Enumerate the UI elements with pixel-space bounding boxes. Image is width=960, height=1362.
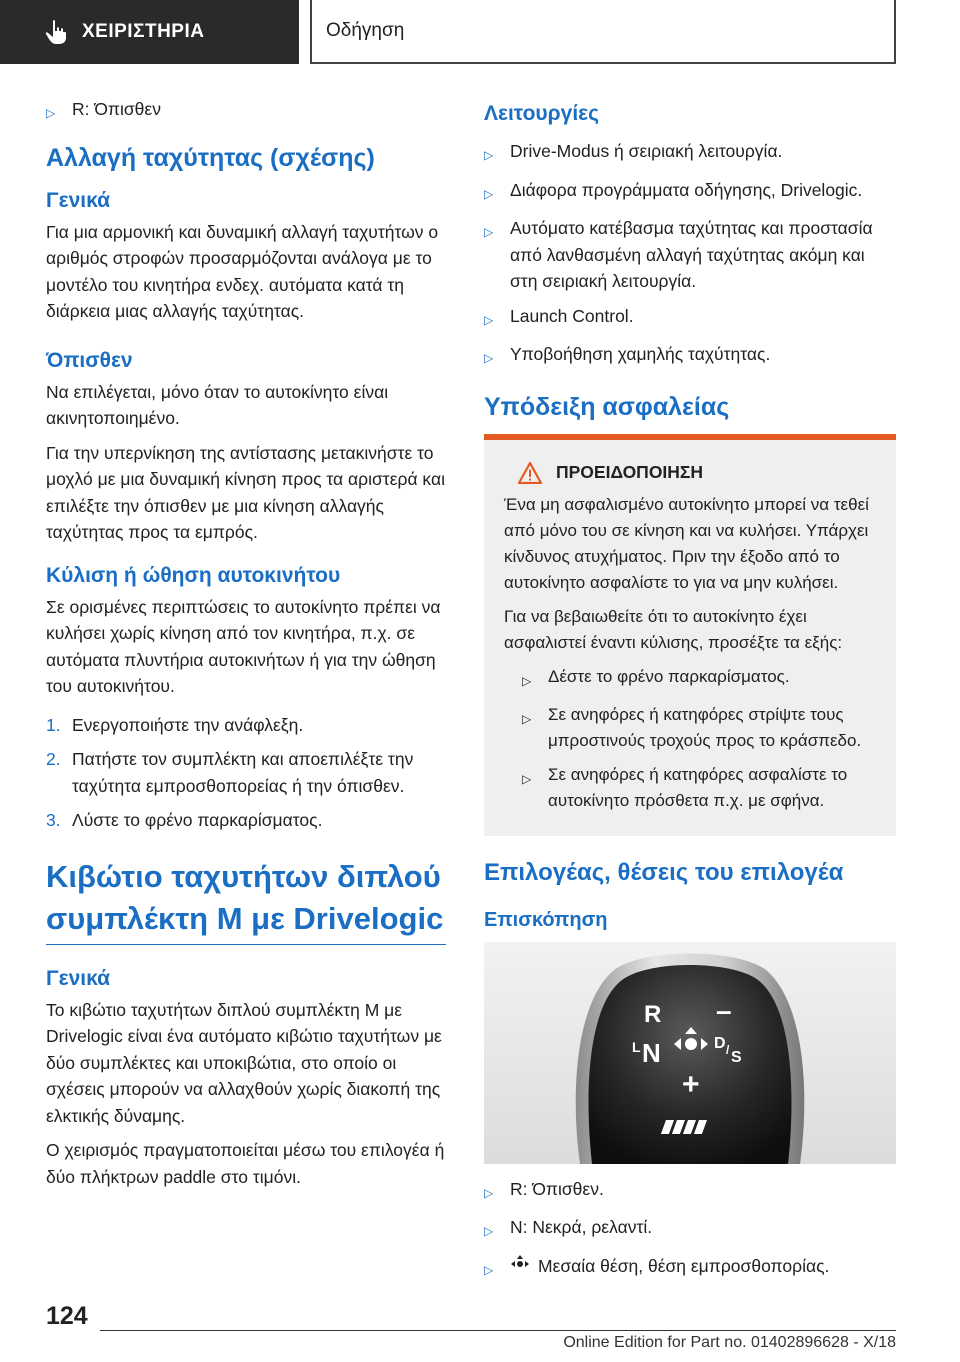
heading-general: Γενικά — [46, 966, 111, 990]
triangle-bullet-icon: ▷ — [484, 351, 494, 365]
list-item: ▷ Υποβοήθηση χαμηλής ταχύτητας. — [484, 341, 896, 372]
list-item: 2. Πατήστε τον συμπλέκτη και αποεπιλέξτε την ταχύτητα εμπροσθοπορείας ή την όπισθεν. — [46, 749, 414, 796]
heading-dct: Κιβώτιο ταχυτήτων διπλού συμπλέκτη M με Drivelogic — [46, 858, 444, 936]
paragraph: Ο χειρισμός πραγματοποιείται μέσω του επιλογέα ή δύο πλήκτρων paddle στο τιμόνι. — [46, 1140, 445, 1187]
gear-label-r: R — [644, 1000, 662, 1028]
triangle-bullet-icon: ▷ — [484, 186, 494, 201]
gear-label-s: S — [731, 1048, 742, 1066]
triangle-bullet-icon: ▷ — [484, 1185, 494, 1200]
paragraph: Για μια αρμονική και δυναμική αλλαγή ταχυτήτων ο αριθμός στροφών προσαρμόζονται ανάλογα με το μοντέλο του κινητήρα ενδεχ. αυτόματα κατά τη διάρκεια μιας αλλαγής ταχύτητας. — [46, 221, 439, 321]
gear-label-d: D — [714, 1034, 726, 1052]
heading-overview: Επισκόπηση — [484, 908, 608, 931]
triangle-bullet-icon: ▷ — [484, 1224, 494, 1238]
hand-icon — [44, 19, 68, 45]
triangle-bullet-icon: ▷ — [522, 673, 532, 688]
list-item: ▷ Σε ανηφόρες ή κατηφόρες ασφαλίστε το αυτοκίνητο πρόσθετα π.χ. με σφήνα. — [504, 762, 882, 814]
heading-selector: Επιλογέας, θέσεις του επιλογέα — [484, 858, 844, 886]
gear-label-plus: + — [682, 1067, 700, 1101]
footer-divider — [100, 1330, 896, 1331]
svg-text:/: / — [726, 1042, 730, 1057]
warning-title: ΠΡΟΕΙΔΟΠΟΙΗΣΗ — [504, 462, 882, 484]
list-item: ▷ Launch Control. — [484, 303, 896, 334]
triangle-bullet-icon: ▷ — [484, 312, 494, 327]
section-title: Οδήγηση — [310, 0, 896, 64]
triangle-bullet-icon: ▷ — [522, 771, 532, 786]
heading-rolling: Κύλιση ή ώθηση αυτοκινήτου — [46, 563, 341, 587]
chapter-title: ΧΕΙΡΙΣΤΗΡΙΑ — [82, 21, 205, 42]
list-item: ▷ Σε ανηφόρες ή κατηφόρες στρίψτε τους μπροστινούς τροχούς προς το κράσπεδο. — [504, 702, 882, 754]
heading-functions: Λειτουργίες — [484, 102, 600, 125]
paragraph: Για να βεβαιωθείτε ότι το αυτοκίνητο έχει ασφαλιστεί έναντι κύλισης, προσέξτε τα εξής: — [504, 606, 843, 652]
list-item: ▷ Drive-Modus ή σειριακή λειτουργία. — [484, 138, 896, 169]
triangle-bullet-icon: ▷ — [484, 1262, 494, 1277]
left-column — [46, 96, 446, 1198]
edition-note: Online Edition for Part no. 01402896628 - X/18 — [563, 1334, 896, 1351]
page-number: 124 — [46, 1302, 88, 1330]
triangle-bullet-icon: ▷ — [46, 106, 56, 120]
list-item: ▷ Δέστε το φρένο παρκαρίσματος. — [504, 664, 882, 694]
paragraph: Να επιλέγεται, μόνο όταν το αυτοκίνητο είναι ακινητοποιημένο. — [46, 381, 389, 428]
list-item: ▷ N: Νεκρά, ρελαντί. — [484, 1214, 896, 1245]
paragraph: Σε ορισμένες περιπτώσεις το αυτοκίνητο πρέπει να κυλήσει χωρίς κίνηση από τον κινητήρα, π.χ. σε αυτόματα πλυντήρια αυτοκινήτων ή για την ώθηση του αυτοκινήτου. — [46, 596, 441, 696]
heading-gear-change: Αλλαγή ταχύτητας (σχέσης) — [46, 143, 375, 172]
list-item: 1. Ενεργοποιήστε την ανάφλεξη. — [46, 714, 304, 735]
list-item: ▷ R: Όπισθεν — [46, 96, 446, 127]
divider — [46, 944, 446, 945]
triangle-bullet-icon: ▷ — [484, 148, 494, 162]
warning-triangle-icon — [518, 462, 542, 484]
gear-label-n: N — [642, 1037, 661, 1068]
warning-box — [484, 434, 896, 836]
heading-general: Γενικά — [46, 188, 111, 212]
gear-label-l: L — [632, 1038, 641, 1055]
list-item: ▷ R: Όπισθεν. — [484, 1176, 896, 1207]
list-item: ▷ Αυτόματο κατέβασμα ταχύτητας και προστασία από λανθασμένη αλλαγή ταχύτητας ακόμη και στη σειριακή λειτουργία. — [484, 215, 896, 295]
gear-selector-image — [484, 942, 896, 1164]
triangle-bullet-icon: ▷ — [484, 225, 494, 239]
steps-list — [46, 712, 446, 834]
list-item: 3. Λύστε το φρένο παρκαρίσματος. — [46, 810, 323, 830]
triangle-bullet-icon: ▷ — [522, 711, 532, 726]
paragraph: Το κιβώτιο ταχυτήτων διπλού συμπλέκτη M με Drivelogic είναι ένα αυτόματο κιβώτιο ταχυτήτων με δύο συμπλέκτες και υποκιβώτια, στο οποίο οι σχέσεις μπορούν να αλλαχθούν χωρίς διακοπή της ελκτικής δύναμης. — [46, 999, 442, 1126]
gear-selector-illustration — [484, 942, 896, 1164]
chapter-header — [0, 0, 299, 64]
heading-safety: Υπόδειξη ασφαλείας — [484, 392, 730, 421]
paragraph: Για την υπερνίκηση της αντίστασης μετακινήστε το μοχλό με μια δυναμική κίνηση προς τα αριστερά και επιλέξτε την όπισθεν με μια κίνηση αλλαγής ταχύτητας προς τα εμπρός. — [46, 442, 445, 542]
paragraph: Ένα μη ασφαλισμένο αυτοκίνητο μπορεί να τεθεί από μόνο του σε κίνηση και να κυλήσει. Υπάρχει κίνδυνος ατυχήματος. Πριν την έξοδο από το αυτοκίνητο ασφαλίστε το για να μην κυλήσει. — [504, 494, 869, 592]
heading-reverse: Όπισθεν — [46, 348, 133, 372]
list-item: ▷ Μεσαία θέση, θέση εμπροσθοπορίας. — [484, 1253, 896, 1284]
right-column — [484, 96, 896, 1291]
list-item: ▷ Διάφορα προγράμματα οδήγησης, Drivelogic. — [484, 177, 896, 208]
gear-label-minus: – — [716, 994, 732, 1026]
center-position-icon — [510, 1253, 538, 1284]
